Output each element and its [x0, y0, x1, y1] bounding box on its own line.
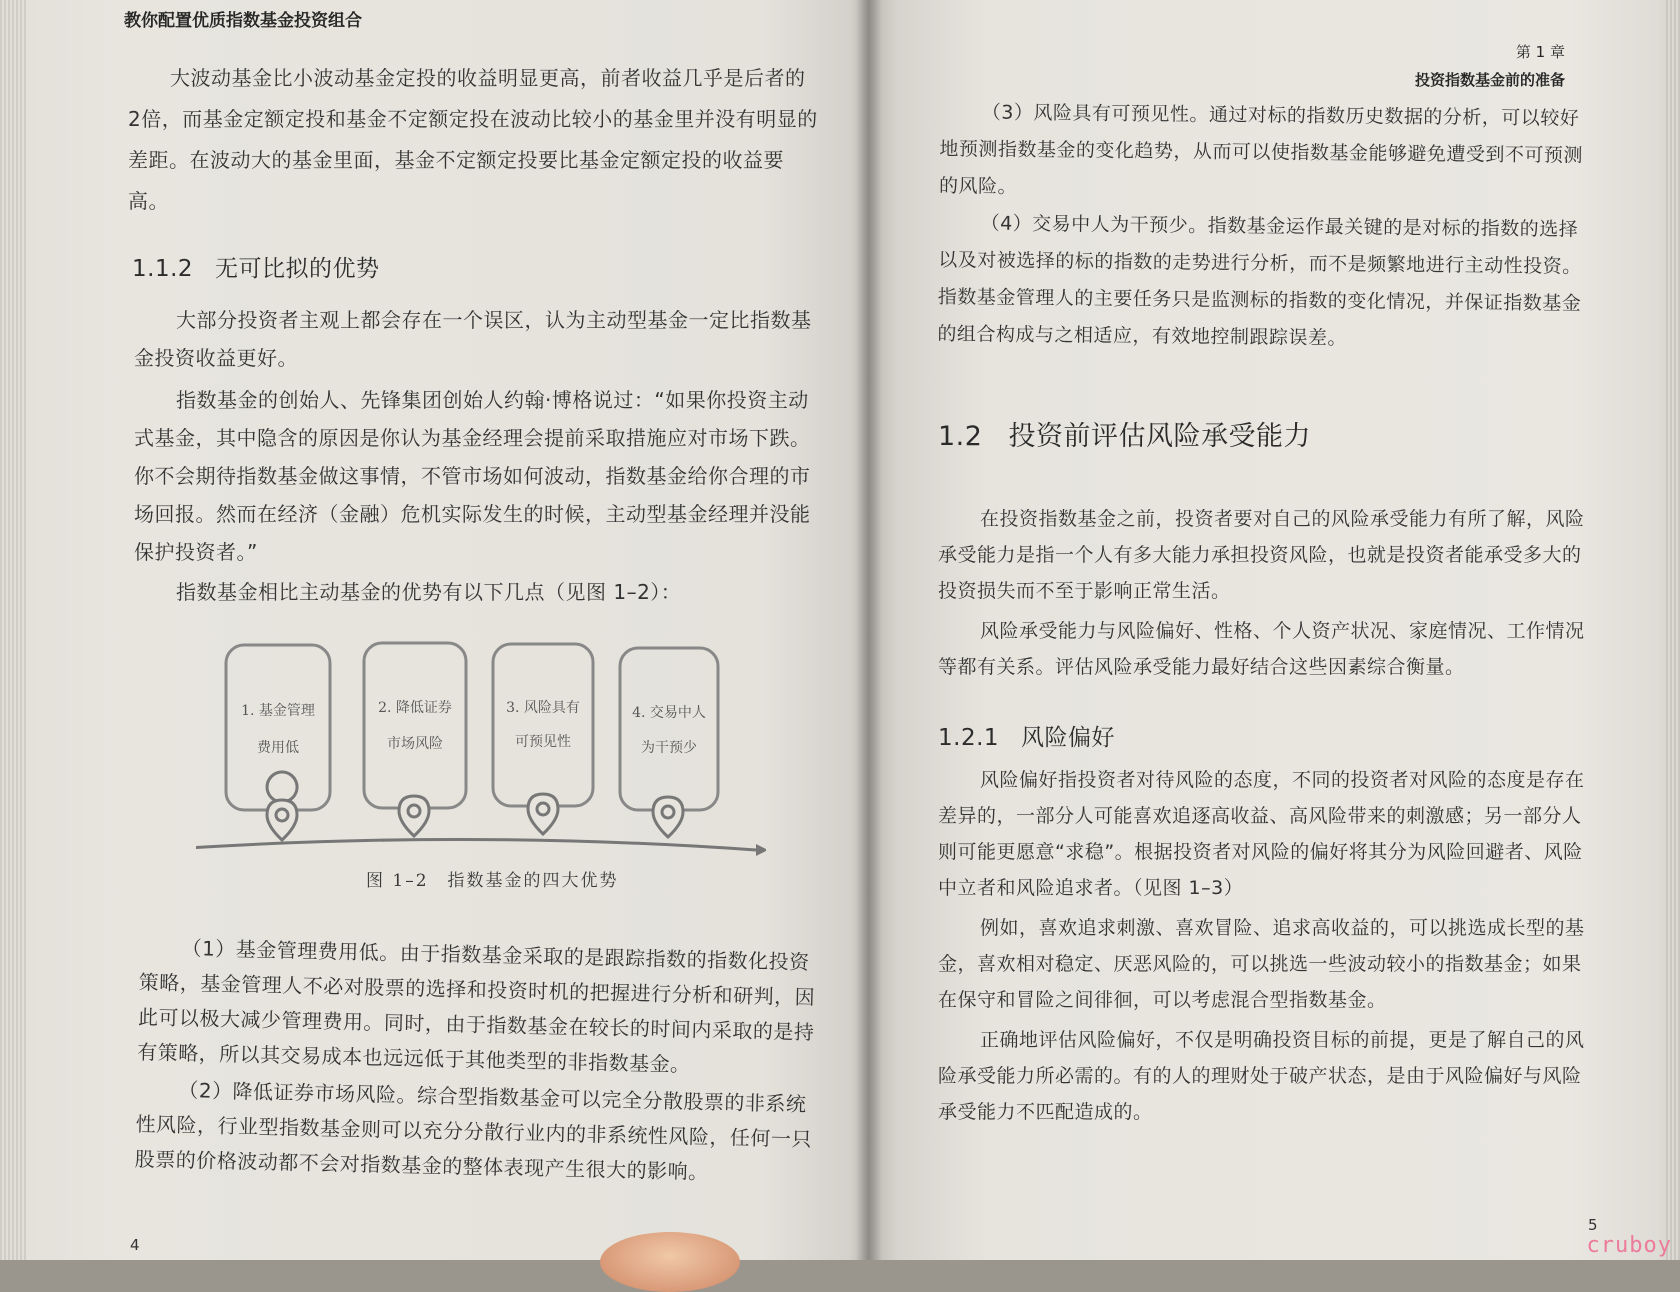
card-3-line1: 3. 风险具有	[506, 700, 580, 716]
section-title: 无可比拟的优势	[215, 256, 380, 282]
running-head-book-title: 教你配置优质指数基金投资组合	[124, 11, 362, 31]
timeline	[196, 839, 766, 856]
section-number: 1.1.2	[132, 256, 194, 282]
card-2-line1: 2. 降低证券	[378, 700, 452, 716]
paragraph: 在投资指数基金之前，投资者要对自己的风险承受能力有所了解，风险承受能力是指一个人有多大能力承担投资风险，也就是投资者能承受多大的投资损失而不至于影响正常生活。	[938, 508, 1585, 602]
subsection-heading	[938, 719, 1598, 752]
section-number: 1.2	[938, 421, 983, 452]
subsection-number: 1.2.1	[938, 725, 1000, 751]
card-2-line2: 市场风险	[387, 736, 443, 752]
location-pin-icon	[267, 772, 297, 840]
card-3	[493, 644, 593, 806]
page-edges	[0, 0, 26, 1260]
book-spine-shadow	[856, 0, 882, 1260]
point-4: （4）交易中人为干预少。指数基金运作最关键的是对标的指数的选择以及对被选择的标的指数的走势进行分析，而不是频繁地进行主动性投资。指数基金管理人的主要任务只是监测标的指数的变化情况，并保证指数基金的组合构成与之相适应，有效地控制跟踪误差。	[937, 212, 1582, 350]
location-pin-icon	[528, 794, 558, 834]
location-pin-icon	[399, 796, 429, 836]
figure-cards	[226, 643, 718, 810]
card-4	[620, 648, 718, 810]
paragraph: 正确地评估风险偏好，不仅是明确投资目标的前提，更是了解自己的风险承受能力所必需的。有的人的理财处于破产状态，是由于风险偏好与风险承受能力不匹配造成的。	[938, 1029, 1585, 1123]
point-1: （1）基金管理费用低。由于指数基金采取的是跟踪指数的指数化投资策略，基金管理人不必对股票的选择和投资时机的把握进行分析和研判，因此可以极大减少管理费用。同时，由于指数基金在较长的时间内采取的是持有策略，所以其交易成本也远远低于其他类型的非指数基金。	[136, 935, 816, 1077]
advantages-figure	[196, 640, 766, 890]
card-1-line2: 费用低	[257, 740, 299, 756]
location-pin-icon	[653, 797, 683, 837]
finger-thumb	[600, 1232, 740, 1292]
section-heading	[132, 250, 818, 283]
points-block-right	[937, 94, 1590, 360]
card-2	[364, 643, 466, 808]
point-3: （3）风险具有可预见性。通过对标的指数历史数据的分析，可以较好地预测指数基金的变化趋势，从而可以使指数基金能够避免遭受到不可预测的风险。	[938, 101, 1584, 198]
card-1-line1: 1. 基金管理	[241, 703, 315, 719]
page-edges-right	[1666, 0, 1680, 1260]
point-2: （2）降低证券市场风险。综合型指数基金可以完全分散股票的非系统性风险，行业型指数基金则可以充分分散行业内的非系统性风险，任何一只股票的价格波动都不会对指数基金的整体表现产生很大的影响。	[134, 1077, 813, 1184]
running-head-chapter	[1415, 38, 1565, 94]
chapter-number: 第 1 章	[1515, 43, 1565, 61]
section-title: 投资前评估风险承受能力	[1008, 421, 1311, 452]
points-block-left	[134, 930, 829, 1193]
figure-caption: 图 1–2 指数基金的四大优势	[366, 871, 619, 891]
card-4-line2: 为干预少	[641, 740, 697, 756]
section-heading	[938, 414, 1598, 453]
page-number-right: 5	[1588, 1216, 1598, 1234]
card-4-line1: 4. 交易中人	[632, 705, 706, 721]
subsection-title: 风险偏好	[1021, 725, 1116, 751]
paragraph: 例如，喜欢追求刺激、喜欢冒险、追求高收益的，可以挑选成长型的基金，喜欢相对稳定、厌恶风险的，可以挑选一些波动较小的指数基金；如果在保守和冒险之间徘徊，可以考虑混合型指数基金。	[938, 917, 1585, 1011]
section-1-1-2	[134, 250, 818, 611]
paragraph: 风险偏好指投资者对待风险的态度，不同的投资者对风险的态度是存在差异的，一部分人可能喜欢追逐高收益、高风险带来的刺激感；另一部分人则可能更愿意“求稳”。根据投资者对风险的偏好将其分为风险回避者、风险中立者和风险追求者。（见图 1–3）	[938, 769, 1585, 899]
paragraph: 指数基金相比主动基金的优势有以下几点（见图 1–2）：	[176, 580, 682, 604]
paragraph: 风险承受能力与风险偏好、性格、个人资产状况、家庭情况、工作情况等都有关系。评估风险承受能力最好结合这些因素综合衡量。	[938, 620, 1585, 678]
watermark: cruboy	[1586, 1233, 1672, 1258]
section-1-2	[938, 414, 1598, 1130]
intro-block	[128, 58, 818, 222]
paragraph: 大部分投资者主观上都会存在一个误区，认为主动型基金一定比指数基金投资收益更好。	[134, 308, 812, 370]
right-page	[868, 0, 1680, 1260]
intro-paragraph: 大波动基金比小波动基金定投的收益明显更高，前者收益几乎是后者的2倍，而基金定额定投和基金不定额定投在波动比较小的基金里并没有明显的差距。在波动大的基金里面，基金不定额定投要比基金定额定投的收益要高。	[128, 66, 818, 213]
paragraph: 指数基金的创始人、先锋集团创始人约翰·博格说过：“如果你投资主动式基金，其中隐含的原因是你认为基金经理会提前采取措施应对市场下跌。你不会期待指数基金做这事情，不管市场如何波动，指数基金给你合理的市场回报。然而在经济（金融）危机实际发生的时候，主动型基金经理并没能保护投资者。”	[134, 388, 811, 564]
card-3-line2: 可预见性	[515, 734, 571, 750]
chapter-title: 投资指数基金前的准备	[1414, 71, 1565, 89]
page-number-left: 4	[130, 1236, 140, 1254]
